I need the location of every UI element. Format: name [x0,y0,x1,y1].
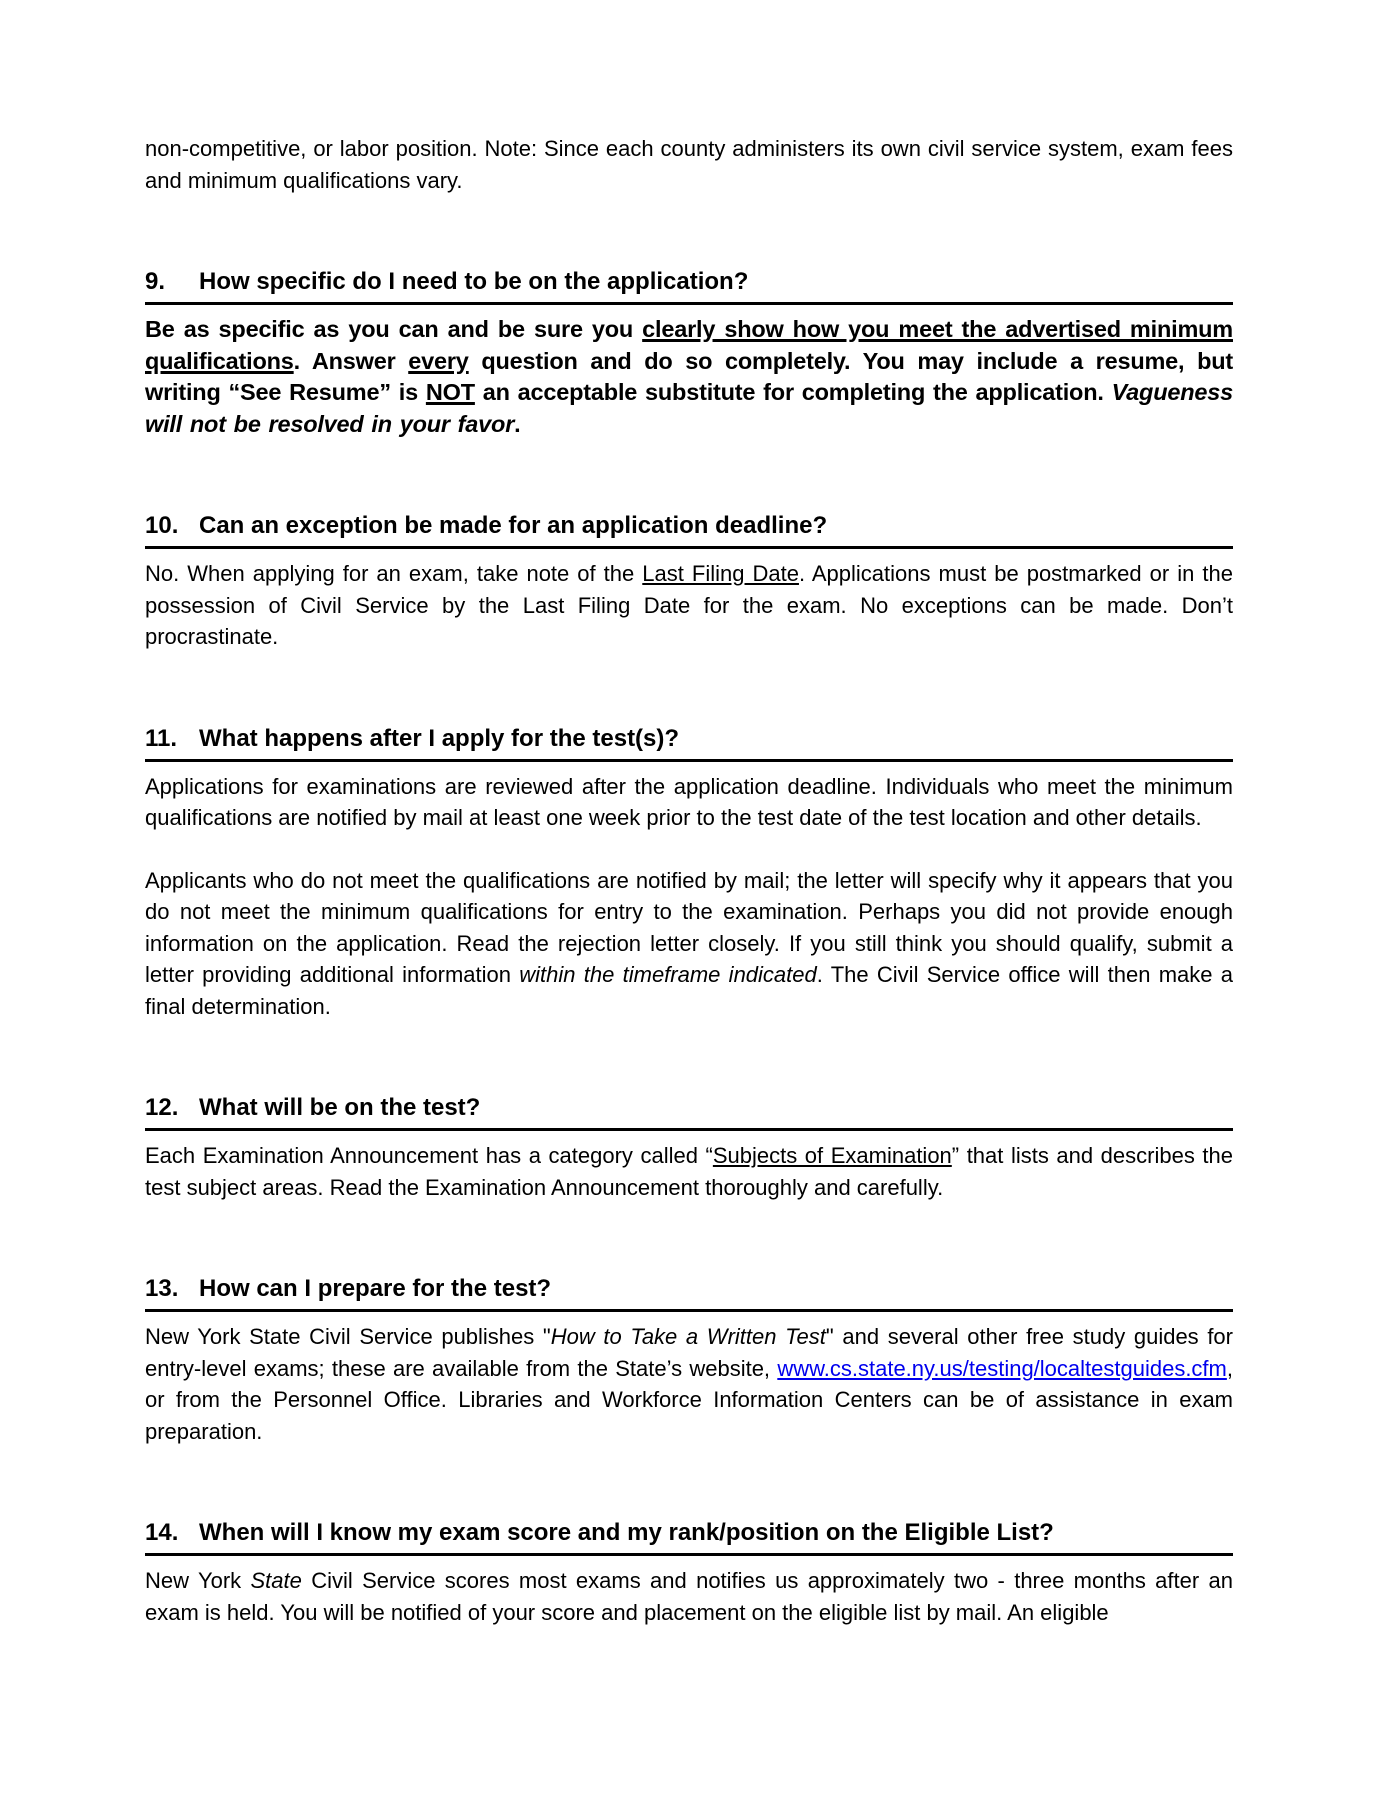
localtestguides-link[interactable]: www.cs.state.ny.us/testing/localtestguides.cfm [777,1355,1227,1381]
section-number: 13. [145,1275,179,1302]
section-title: What happens after I apply for the test(s)? [199,724,680,752]
text-run: question and do so completely. You may include a resume, but writing “See Resume” is [145,347,1234,405]
section-title: How specific do I need to be on the application? [199,268,749,295]
section-title: What will be on the test? [199,1094,481,1121]
section-paragraph [145,1140,1233,1203]
text-run: . Applications must be postmarked or in the possession of Civil Service by the Last Filing Date for the exam. No exceptions can be made. Don’t procrastinate. [145,561,1233,649]
text-run: New York State Civil Service publishes " [145,1324,551,1349]
faq-section-14 [145,1519,1233,1628]
text-run: State [250,1568,302,1593]
section-number: 11. [145,724,178,752]
faq-section-list [145,268,1233,1628]
text-run: Applications for examinations are reviewed after the application deadline. Individuals who meet the minimum qualifications are notified by mail at least one week prior to the test date of the test location and other details. [145,773,1233,830]
section-number: 10. [145,512,179,539]
text-run: Subjects of Examination [712,1143,952,1168]
section-title: How can I prepare for the test? [199,1275,552,1302]
section-heading [145,268,1233,305]
text-run: Last Filing Date [642,561,799,586]
text-run: Be as specific as you can and be sure you [145,316,643,342]
text-run: How to Take a Written Test [550,1324,826,1349]
faq-section-13 [145,1275,1233,1447]
text-run: " and several other free study guides for entry-level exams; these are available from the State’s website, [145,1324,1233,1381]
text-run: , or from the Personnel Office. Libraries and Workforce Information Centers can be of assistance in exam preparation. [145,1355,1233,1444]
text-run: . The Civil Service office will then make a final determination. [145,962,1233,1019]
section-heading [145,512,1233,549]
section-heading [145,1519,1233,1556]
text-run: ” that lists and describes the test subject areas. Read the Examination Announcement thoroughly and carefully. [145,1143,1233,1200]
text-run: Each Examination Announcement has a category called “ [145,1143,713,1168]
text-run: every [408,347,469,374]
text-run: . Answer [293,347,409,374]
section-heading [145,1275,1233,1312]
section-number: 12. [145,1094,179,1121]
text-run: NOT [425,379,475,405]
text-run: Applicants who do not meet the qualifications are notified by mail; the letter will specify why it appears that you do not meet the minimum qualifications for entry to the examination. Perhaps you did not provide enough information on the application. Read the rejection letter closely. If you still think you should qualify, submit a letter providing additional information [145,867,1233,987]
section-paragraph [145,1321,1233,1447]
text-run: within the timeframe indicated [519,962,817,987]
text-run: No. When applying for an exam, take note of the [145,561,643,586]
section-heading [145,725,1233,762]
intro-paragraph: non-competitive, or labor position. Note: Since each county administers its own civil service system, exam fees and minimum qualifications vary. [145,136,1233,193]
text-run: clearly show how you meet the advertised minimum qualifications [145,316,1233,374]
faq-section-12 [145,1094,1233,1203]
faq-section-10 [145,512,1233,653]
section-paragraph [145,558,1233,653]
faq-section-9 [145,268,1233,440]
section-paragraph [145,865,1233,1023]
text-run: Vagueness will not be resolved in your favor [145,379,1233,437]
section-heading [145,1094,1233,1131]
section-number: 14. [145,1519,179,1546]
section-title: When will I know my exam score and my rank/position on the Eligible List? [199,1519,1054,1546]
text-run: Civil Service scores most exams and notifies us approximately two - three months after an exam is held. You will be notified of your score and placement on the eligible list by mail. An eligible [145,1568,1233,1625]
text-run: an acceptable substitute for completing the application. [474,379,1112,405]
section-paragraph [145,1565,1233,1628]
faq-section-11 [145,725,1233,1023]
text-run: . [514,410,521,437]
text-run: New York [145,1568,251,1593]
section-paragraph [145,771,1233,834]
section-number: 9. [145,268,166,295]
section-title: Can an exception be made for an application deadline? [199,512,828,539]
section-paragraph [145,314,1233,440]
